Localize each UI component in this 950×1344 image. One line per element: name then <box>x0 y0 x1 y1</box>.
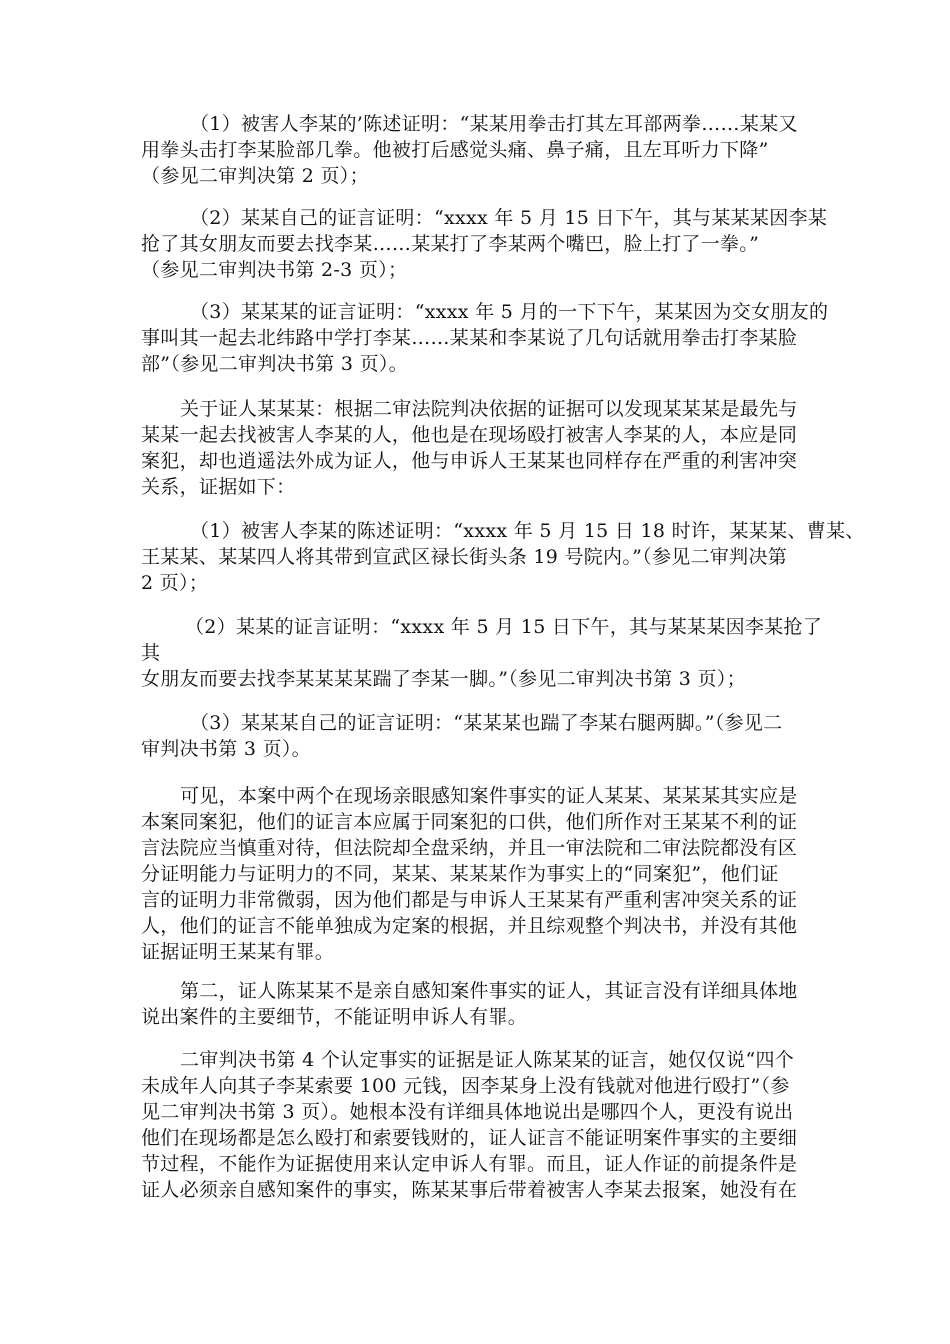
text-line: 二审判决书第 4 个认定事实的证据是证人陈某某的证言，她仅仅说“四个 <box>180 1049 795 1071</box>
text-line: （3）某某某的证言证明：“xxxx 年 5 月的一下下午，某某因为交女朋友的 <box>190 301 829 323</box>
text-line: （2）某某自己的证言证明：“xxxx 年 5 月 15 日下午，其与某某某因李某 <box>190 207 828 229</box>
text-line: （参见二审判决第 2 页）； <box>141 165 369 187</box>
text-line: 未成年人向其子李某索要 100 元钱，因李某身上没有钱就对他进行殴打”（参 <box>141 1075 790 1097</box>
text-line: 王某某、某某四人将其带到宣武区禄长街头条 19 号院内。”（参见二审判决第 <box>141 546 788 568</box>
text-line: 第二，证人陈某某不是亲自感知案件事实的证人，其证言没有详细具体地 <box>180 980 798 1002</box>
text-line: （3）某某某自己的证言证明：“某某某也踹了李某右腿两脚。”（参见二 <box>190 712 783 734</box>
text-line: （2）某某的证言证明：“xxxx 年 5 月 15 日下午，其与某某某因李某抢了 <box>185 616 823 638</box>
text-line: 2 页）； <box>141 572 209 594</box>
text-line: 证人必须亲自感知案件的事实，陈某某事后带着被害人李某去报案，她没有在 <box>141 1179 798 1201</box>
text-line: 分证明能力与证明力的不同，某某、某某某作为事实上的“同案犯”，他们证 <box>141 863 779 885</box>
text-line: 女朋友而要去找李某某某某踹了李某一脚。”（参见二审判决书第 3 页）； <box>141 668 746 690</box>
text-line: 抢了其女朋友而要去找李某……某某打了李某两个嘴巴，脸上打了一拳。” <box>141 233 760 255</box>
text-line: （参见二审判决书第 2-3 页）； <box>141 259 408 281</box>
text-line: 人，他们的证言不能单独成为定案的根据，并且综观整个判决书，并没有其他 <box>141 915 798 937</box>
text-line: 证据证明王某某有罪。 <box>141 941 335 963</box>
text-line: 本案同案犯，他们的证言本应属于同案犯的口供，他们所作对王某某不利的证 <box>141 811 798 833</box>
text-line: （1）被害人李某的陈述证明：“xxxx 年 5 月 15 日 18 时许，某某某、曹某、 <box>190 520 865 542</box>
text-line: 可见，本案中两个在现场亲眼感知案件事实的证人某某、某某某其实应是 <box>180 785 798 807</box>
text-line: 其 <box>141 642 161 664</box>
text-line: 说出案件的主要细节，不能证明申诉人有罪。 <box>141 1006 528 1028</box>
text-line: 言法院应当慎重对待，但法院却全盘采纳，并且一审法院和二审法院都没有区 <box>141 837 798 859</box>
text-line: 关系，证据如下： <box>141 476 296 498</box>
text-line: 言的证明力非常微弱，因为他们都是与申诉人王某某有严重利害冲突关系的证 <box>141 889 798 911</box>
text-line: 见二审判决书第 3 页）。她根本没有详细具体地说出是哪四个人，更没有说出 <box>141 1101 794 1123</box>
text-line: 用拳头击打李某脸部几拳。他被打后感觉头痛、鼻子痛，且左耳听力下降” <box>141 139 769 161</box>
text-line: 节过程，不能作为证据使用来认定申诉人有罪。而且，证人作证的前提条件是 <box>141 1153 798 1175</box>
text-line: 他们在现场都是怎么殴打和索要钱财的，证人证言不能证明案件事实的主要细 <box>141 1127 798 1149</box>
text-line: 案犯，却也逍遥法外成为证人，他与申诉人王某某也同样存在严重的利害冲突 <box>141 450 798 472</box>
text-line: （1）被害人李某的’陈述证明：“某某用拳击打其左耳部两拳……某某又 <box>190 113 798 135</box>
text-line: 审判决书第 3 页）。 <box>141 738 311 760</box>
text-line: 关于证人某某某：根据二审法院判决依据的证据可以发现某某某是最先与 <box>180 398 798 420</box>
text-line: 事叫其一起去北纬路中学打李某……某某和李某说了几句话就用拳击打李某脸 <box>141 327 798 349</box>
text-line: 某某一起去找被害人李某的人，他也是在现场殴打被害人李某的人，本应是同 <box>141 424 798 446</box>
text-line: 部”（参见二审判决书第 3 页）。 <box>141 353 408 375</box>
